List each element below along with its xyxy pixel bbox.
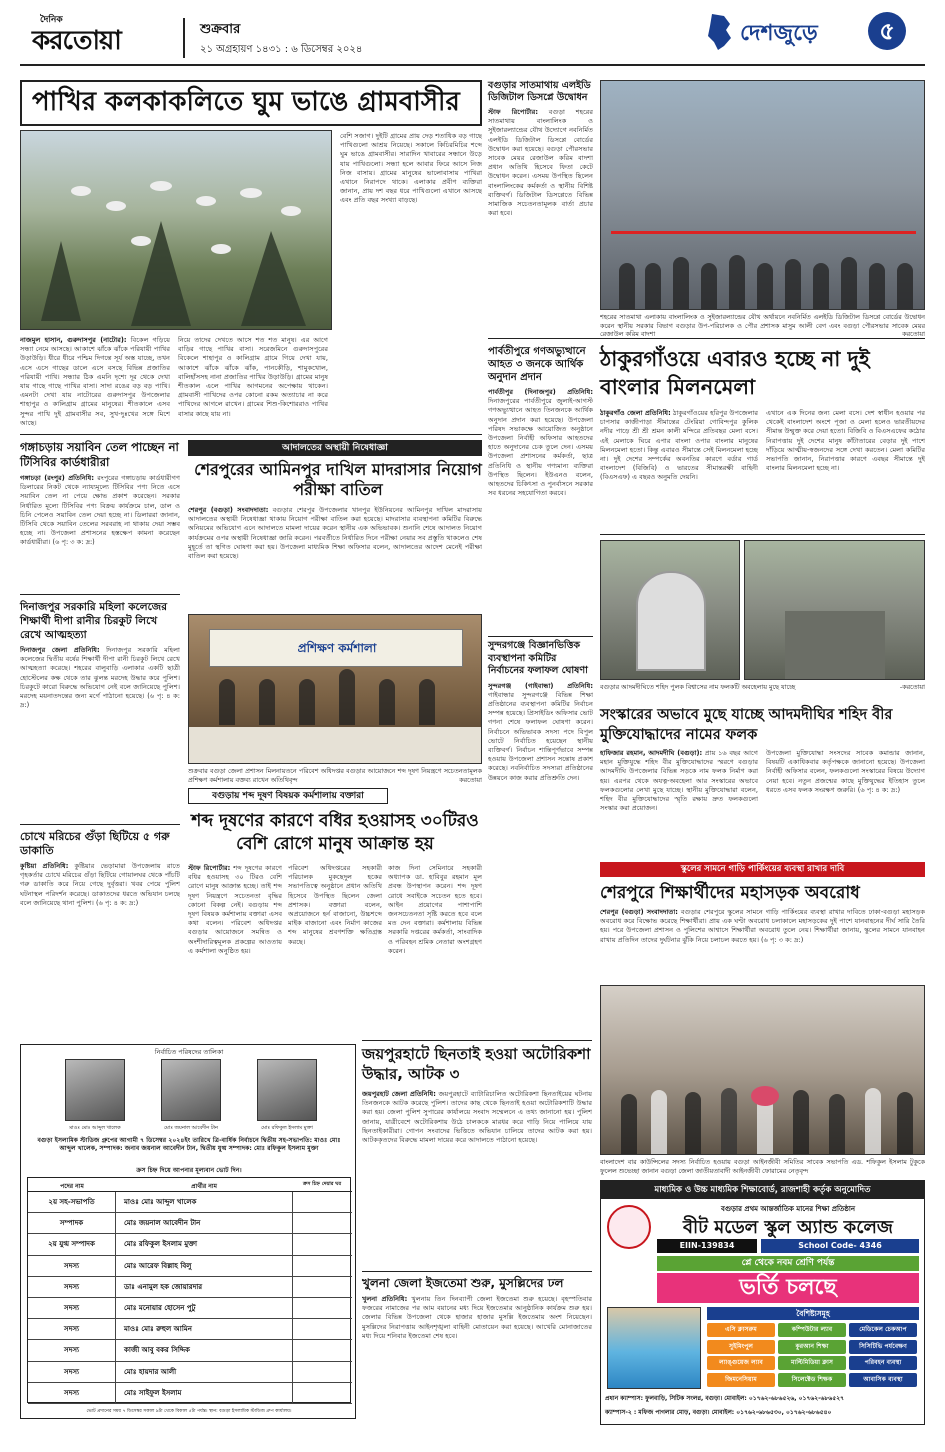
parbatipur-title: পার্বতীপুরে গণঅভ্যুত্থানে আহত ৩ জনকে আর্থিক অনুদান প্রদান (488, 346, 586, 383)
rule-khulna (362, 1271, 592, 1272)
khulna-byline: খুলনা প্রতিনিধি: (362, 1295, 408, 1303)
chili-body (20, 862, 180, 1012)
workshop-table (189, 727, 482, 764)
rule-lead (20, 434, 482, 435)
lead-col1-body: বিকেল গড়িয়ে সন্ধ্যা নেমে আসছে। আকাশে ঝাঁকে ঝাঁকে পরিযায়ী পাখির উড়াউড়ি। ধীরে ধীরে পশ্চিম দিগন্তে সূর্য অস্ত যাচ্ছে, তখন এসে এসে গাছের ডালে এসে বসছে বিভিন্ন প্রজাতির পরিযায়ী পাখি। সন্ধ্যার ঠিক এমনি দৃশ্যে দূর থেকে দেখা যায় গাছে গাছে পাখির বাসা। সাদা রঙের বড় বড় পাখি। এমনটা দেখা যায় নাটোরের গুরুদাসপুর উপজেলার শাহাপুর ও কালিগ্রাম গ্রামের মানুষের। শীতকালে এসব সুন্দর পাখি দুই গ্রামবাসীর সব, সুখ-দুঃখের সঙ্গে মিশে আছে। (20, 336, 170, 427)
ballot-name: মাওঃ মোঃ রুহুল আমিন (124, 1325, 192, 1334)
ballot-mark-box[interactable] (292, 1213, 352, 1233)
lead-story (20, 80, 482, 430)
ad-features (707, 1323, 919, 1389)
ad-feature-item: কম্পিউটার ল্যাব (778, 1323, 846, 1337)
ballot-post: ২য় যুগ্ম সম্পাদক (28, 1234, 116, 1254)
ballot-post: সদস্য (28, 1319, 116, 1339)
rule-dinajpur (20, 824, 180, 825)
dinajpur-story (20, 600, 180, 820)
candidate-photo-1 (65, 1059, 125, 1121)
joypurhat-body (362, 1090, 592, 1240)
ad-campus2: ক্যাম্পাস-২ : মফিজ পাগলার মোড়, বগুড়া। মোবাইল: ০১৭৬২-৬৮৬৫৩০, ০১৭৬২-৬৮৬৫৪০ (605, 1409, 832, 1416)
ballot-mark-box[interactable] (292, 1298, 352, 1318)
date-label: ২১ অগ্রহায়ণ ১৪৩১ : ৬ ডিসেম্বর ২০২৪ (200, 44, 363, 55)
melon-col1-body: ঠাকুরগাঁওয়ের হরিপুর উপজেলার চাপসার কাজীপাড়া সীমান্তের টেংরিয়া গোবিন্দপুর কুলিক নদীর পাড়ে শ্রী শ্রী শ্রমন কালী মন্দিরে প্রতিবছর মেলা বসে। এই মেলাকে ঘিরে এপার বাংলা ওপার বাংলার মানুষের মিলনমেলা হতো। কিন্তু এবারও সীমান্তে সেই মিলনমেলা হচ্ছে না। দুই দেশের সম্পর্কের অবনতির কারণে বর্ডার গার্ড বাংলাদেশ (বিজিবি) ও ভারতের সীমান্তরক্ষী বাহিনী (বিএসএফ) এ বছরও অনুমতি দেয়নি। (600, 409, 758, 482)
gangachara-story (20, 440, 180, 590)
adamdighi-col1-body: প্রায় ১৬ বছর আগে মহান মুক্তিযুদ্ধে শহিদ বীর মুক্তিযোদ্ধাদের স্মরণে বগুড়ার আদমদীঘি উপজেলার বিভিন্ন সড়কে নাম ফলক নির্মাণ করা হয়। এরপর থেকে অযত্ন-অবহেলা আর সংস্কারের অভাবে ফলকগুলোর লেখা মুছে যাচ্ছে। স্থানীয় মুক্তিযোদ্ধারা বলেন, শহিদ বীর মুক্তিযোদ্ধাদের স্মৃতি রক্ষায় দ্রুত ফলকগুলো সংস্কার করা প্রয়োজন। (600, 749, 758, 813)
ballot-name: ডাঃ এনামুল হক জোয়ারদার (124, 1282, 203, 1291)
ballot-head (28, 1178, 352, 1192)
parbatipur-story (488, 345, 593, 635)
ballot-name: মোঃ মনোয়ার হোসেন পুটু (124, 1304, 196, 1312)
workshop-banner-text: প্রশিক্ষণ কর্মশালা (297, 641, 377, 655)
dinajpur-title: দিনাজপুর সরকারি মহিলা কলেজের শিক্ষার্থী দীপা রানীর চিরকুট লিখে রেখে আত্মহত্যা (20, 601, 167, 641)
dinajpur-credit: (৬ পৃ: ৪ ক: দ্র:) (20, 692, 180, 710)
memorial-caption (600, 683, 925, 701)
madrasa-byline: শেরপুর (বগুড়া) সংবাদদাতা: (188, 506, 269, 514)
chili-byline: কুষ্টিয়া প্রতিনিধি: (20, 862, 69, 870)
bar-photo (600, 985, 925, 1155)
ballot-post: সদস্য (28, 1340, 116, 1360)
ballot-mark-box[interactable] (292, 1383, 352, 1403)
ribbon-credit: করতোয়া (902, 330, 925, 337)
bar-caption: বাংলাদেশ বার কাউন্সিলের সদস্য নির্বাচিত হওয়ায় বগুড়া আইনজীবী সমিতির সাবেক সভাপতি এড. শফিকুল ইসলাম টুকুকে ফুলেল শুভেচ্ছা জানান বগুড়া জেলা জাতীয়তাবাদী আইনজীবী ফোরামের নেতৃবৃন্দ (600, 1158, 925, 1175)
dinajpur-byline: দিনাজপুর জেলা প্রতিনিধি: (20, 646, 100, 654)
ad-feature-item: সুইমিংপুল (707, 1340, 775, 1354)
ad-feature-item: মেডিকেল চেকআপ (849, 1323, 917, 1337)
sundarganj-title: সুন্দরগঞ্জে বিজ্ঞানভিত্তিক ব্যবস্থাপনা কমিটির নির্বাচনের ফলাফল ঘোষণা (488, 640, 588, 676)
parbatipur-byline: পার্বতীপুর (দিনাজপুর) প্রতিনিধি: (488, 388, 593, 396)
gangachara-byline: গঙ্গাচড়া (রংপুর) প্রতিনিধি: (20, 474, 95, 482)
ballot-mark-box[interactable] (292, 1362, 352, 1382)
ballot-name: মাওঃ মোঃ আব্দুল খালেক (124, 1198, 197, 1206)
adamdighi-col2 (766, 749, 925, 853)
dinajpur-body-text: দিনাজপুর সরকারি মহিলা কলেজের দ্বিতীয় বর্ষের শিক্ষার্থী দীপা রানী চিরকুট লিখে রেখে আত্মহত্যা করেছে। শহরের বালুবাড়ি এলাকার একটি ছাত্রী হোস্টেলের কক্ষ থেকে তার ঝুলন্ত মরদেহ উদ্ধার করে পুলিশ। চিরকুটে কারো বিরুদ্ধে অভিযোগ নেই বলে জানিয়েছে পুলিশ। মরদেহ ময়নাতদন্তের জন্য মর্গে পাঠানো হয়েছে। (20, 646, 180, 701)
sherpur-body-text: বগুড়ার শেরপুরে স্কুলের সামনে গাড়ি পার্কিংয়ের ব্যবস্থা রাখার দাবিতে ঢাকা-বগুড়া মহাসড়ক অবরোধ করে বিক্ষোভ করেছে শিক্ষার্থীরা। প্রায় এক ঘণ্টা অবরোধ চলাকালে মহাসড়কের দুই পাশে যানবাহনের দীর্ঘ সারি তৈরি হয়। পরে উপজেলা প্রশাসন ও পুলিশের আশ্বাসে শিক্ষার্থীরা অবরোধ তুলে নেয়। শিক্ষার্থীরা জানায়, স্কুলের সামনে যানবাহন রাখায় প্রতিদিন তাদের দুর্ঘটনার ঝুঁকি নিয়ে চলাচল করতে হয়। (600, 908, 925, 944)
melon-byline: ঠাকুরগাঁও জেলা প্রতিনিধি: (600, 409, 671, 417)
madrasa-body (188, 506, 482, 608)
noise-story (188, 788, 482, 1038)
ad-eiin: EIIN-139834 (657, 1239, 757, 1253)
election-footer: ভোট প্রদানের সময় ৭ ডিসেম্বর সকাল ৯টা থেকে বিকাল ৫টা পর্যন্ত। স্থান: বগুড়া ইসলামিক স্টাডিজ গ্রুপ কার্যালয়। (86, 1409, 292, 1414)
sherpur-kicker: স্কুলের সামনে গাড়ি পার্কিংয়ের ব্যবস্থা রাখার দাবি (600, 862, 925, 877)
melon-title: ঠাকুরগাঁওয়ে এবারও হচ্ছে না দুই বাংলার মিলনমেলা (600, 347, 870, 399)
khulna-body-text: খুলনায় তিন দিনব্যাপী জেলা ইজতেমা শুরু হয়েছে। বৃহস্পতিবার ফজরের নামাজের পর আম বয়ানের মধ্য দিয়ে ইজতেমার আনুষ্ঠানিক কার্যক্রম শুরু হয়। জেলার বিভিন্ন উপজেলা থেকে হাজার হাজার মুসল্লি ইজতেমায় অংশ নিয়েছেন। মুসল্লিদের নিরাপত্তায় আইনশৃঙ্খলা বাহিনী মোতায়েন করা হয়েছে। আখেরি মোনাজাতের মধ্য দিয়ে শনিবার ইজতেমা শেষ হবে। (362, 1295, 592, 1340)
lead-col2: নিয়ে তাদের দেখতে আসে শত শত মানুষ। এর আগে বাড়ির গাছে পাখির বাসা। সরেজমিনে গুরুদাসপুরের বিকেলে শাহাপুর ও কালিগ্রাম গ্রামে গিয়ে দেখা যায়, আকাশে ঝাঁকে ঝাঁকে ঝাঁক, পানকৌড়ি, শামুকখোল, বালিহাঁসসহ নানা প্রজাতির পাখির উড়াউড়ি। গ্রামের মানুষ শীতকাল এলে পাখির আগমনের অপেক্ষায় থাকেন। গ্রামবাসী পাখিদের ওপর কোনো রকম অত্যাচার না করে পাখিদের আগলে রাখেন। গ্রামের শিশু-কিশোররাও পাখির বাসার কাছে যায় না। (178, 336, 328, 418)
melon-col1 (600, 409, 758, 529)
adamdighi-credit2: (৬ পৃ: ৪ ক: দ্র:) (857, 785, 901, 794)
section-title: দেশজুড়ে (740, 20, 818, 46)
workshop-credit: করতোয়া (459, 775, 482, 784)
col-post: পদের নাম (60, 1183, 84, 1190)
rule-sundarganj (488, 636, 593, 637)
sundarganj-story (488, 640, 593, 940)
sherpur-byline: শেরপুর (বগুড়া) সংবাদদাতা: (600, 908, 678, 916)
ad-features-title: বৈশিষ্ট্যসমূহ (707, 1307, 919, 1320)
candidate-name-2: মোঃ জয়নাল আবেদীন টান (163, 1125, 219, 1131)
gangachara-body (20, 474, 180, 582)
ballot-post: ২য় সহ-সভাপতি (28, 1192, 116, 1212)
adamdighi-title: সংস্কারের অভাবে মুছে যাচ্ছে আদমদীঘির শহিদ বীর মুক্তিযোদ্ধাদের নামের ফলক (600, 707, 893, 743)
adamdighi-col1 (600, 749, 758, 853)
sundarganj-body (488, 682, 593, 912)
ad-sub: বগুড়ার প্রথম আন্তর্জাতিক মানের শিক্ষা প্রতিষ্ঠান (720, 1205, 856, 1213)
sundarganj-body-text: গাইবান্ধার সুন্দরগঞ্জে বিভিন্ন শিক্ষা প্রতিষ্ঠানের ব্যবস্থাপনা কমিটির নির্বাচন সম্পন্ন হয়েছে। প্রিসাইডিং অফিসার ভোট গণনা শেষে ফলাফল ঘোষণা করেন। নির্বাচনে অভিভাবক সদস্য পদে বিপুল ভোটে নির্বাচিত হয়েছেন স্থানীয় ব্যক্তিবর্গ। নির্বাচন শান্তিপূর্ণভাবে সম্পন্ন হওয়ায় উপজেলা প্রশাসন সন্তোষ প্রকাশ করেছে। নবনির্বাচিত সদস্যরা প্রতিষ্ঠানের উন্নয়নে কাজ করার প্রতিশ্রুতি দেন। (488, 690, 593, 782)
workshop-photo (188, 614, 482, 764)
ballot-name: মোঃ আরেফ বিল্লাহ বিলু (124, 1261, 192, 1270)
election-notice (20, 1044, 356, 1419)
lead-col1 (20, 336, 170, 430)
gangachara-credit: (৬ পৃ: ৩ ক: দ্র:) (52, 538, 95, 547)
joypurhat-body-text: জয়পুরহাটে ব্যাটারিচালিত অটোরিকশা ছিনতাইয়ের ঘটনায় তিনজনকে আটক করেছে পুলিশ। তাদের কাছ থেকে ছিনতাই হওয়া অটোরিকশাটি উদ্ধার করা হয়। জেলা পুলিশ সুপারের কার্যালয়ে সংবাদ সম্মেলনে এ তথ্য জানানো হয়। পুলিশ জানায়, যাত্রীবেশে অটোরিকশায় উঠে চালককে মারধর করে গাড়ি নিয়ে পালিয়ে যায় ছিনতাইকারীরা। গোপন সংবাদের ভিত্তিতে অভিযান চালিয়ে তাদের আটক করা হয়। আটককৃতদের বিরুদ্ধে মামলা দায়ের করে আদালতে পাঠানো হয়েছে। (362, 1090, 592, 1145)
ad-admission: ভর্তি চলছে (657, 1273, 919, 1303)
ad-code: School Code- 4346 (761, 1239, 919, 1253)
section-banner (700, 10, 915, 54)
ballot-row (28, 1192, 352, 1213)
parbatipur-body (488, 388, 593, 608)
col-mark: ক্রস চিহ্ন দেয়ার ঘর (302, 1181, 342, 1187)
ad-top: মাধ্যমিক ও উচ্চ মাধ্যমিক শিক্ষাবোর্ড, রাজশাহী কর্তৃক অনুমোদিত (601, 1181, 924, 1199)
melon-col2: এখানে এক দিনের জন্য মেলা বসে। দেশ স্বাধীন হওয়ার পর থেকেই বাংলাদেশ অংশে পূজা ও মেলা হলেও ভারতীয়দের সীমান্ত উন্মুক্ত করে দেয়া হতো। বিজিবি ও বিএসএফের কঠোর নিরাপত্তায় দুই দেশের মানুষ কাঁটাতারের বেড়ার দুই পাশে দাঁড়িয়ে আত্মীয়-স্বজনদের সঙ্গে দেখা করতেন। মেলা কমিটির সভাপতি জানান, নিরাপত্তার কারণে এবছর সীমান্তে দুই বাংলার মিলনমেলা হচ্ছে না। (766, 409, 925, 473)
lead-byline: নাজমুল হাসান, গুরুদাসপুর (নাটোর): (20, 336, 127, 344)
logo: করতোয়া (32, 26, 121, 56)
ribbon-caption (600, 313, 925, 337)
bangladesh-map-icon (704, 12, 734, 52)
ad-feature-item: সিসিটিভি পর্যবেক্ষণ (849, 1340, 917, 1354)
logo-small: দৈনিক (40, 15, 63, 25)
joypurhat-story (362, 1044, 592, 1269)
day-label: শুক্রবার (200, 22, 241, 37)
rule-display (488, 338, 925, 339)
memorial-plaque (636, 571, 706, 671)
chili-title: চোখে মরিচের গুঁড়া ছিটিয়ে ৫ গরু ডাকাতি (20, 830, 170, 857)
display-title: বগুড়ার সাতমাথায় এলইডি ডিজিটাল ডিসপ্লে উদ্বোধন (488, 80, 591, 103)
sherpur-title: শেরপুরে শিক্ষার্থীদের মহাসড়ক অবরোধ (600, 883, 860, 903)
ballot-row (28, 1362, 352, 1383)
ballot-mark-box[interactable] (292, 1256, 352, 1276)
joypurhat-byline: জয়পুরহাট জেলা প্রতিনিধি: (362, 1090, 436, 1098)
ballot-row (28, 1340, 352, 1361)
road-photo (744, 540, 925, 680)
ballot-name: কাজী আবু বকর সিদ্দিক (124, 1346, 190, 1355)
adamdighi-byline: হাফিজার রহমান, আদমদীঘি (বগুড়া): (600, 749, 703, 757)
ballot-mark-box[interactable] (292, 1192, 352, 1212)
election-header: নির্বাচিত পরিষদের তালিকা (154, 1048, 224, 1056)
ballot-row (28, 1319, 352, 1340)
display-body (488, 108, 593, 308)
lead-col3: বেশি সজাগ। দুইটি গ্রামের প্রায় দেড় শতাধিক বড় গাছে পাখিগুলো আশ্রয় নিয়েছে। সকালে কিচিরমিচির শব্দে ঘুম ভাঙে গ্রামবাসীর। সারাদিন খাবারের সন্ধানে উড়ে যায় পাখিগুলো। সন্ধ্যা হলে আবার ফিরে আসে নিজ নিজ বাসায়। গ্রামের মানুষের ভালোবাসায় পাখিরা এখানে নিরাপদে থাকে। এলাকার প্রবীণ ব্যক্তিরা জানান, প্রায় দশ বছর ধরে পাখিগুলো এখানে আসছে এবং প্রতি বছর সংখ্যা বাড়ছে। (340, 132, 482, 205)
madrasa-kicker: আদালতের অস্থায়ী নিষেধাজ্ঞা (188, 440, 482, 456)
ribbon-cutting-photo (600, 80, 925, 310)
ad-feature-item: সিলেক্টেড শিক্ষক (778, 1373, 846, 1387)
ballot-row (28, 1234, 352, 1255)
workshop-banner (209, 629, 463, 667)
ballot-mark-box[interactable] (292, 1277, 352, 1297)
school-ad (600, 1180, 925, 1425)
ballot-post: সদস্য (28, 1277, 116, 1297)
memorial-credit: -করতোয়া (899, 683, 925, 691)
ballot-row (28, 1277, 352, 1298)
road-surface (785, 611, 885, 680)
display-byline: স্টাফ রিপোর্টার: (488, 108, 539, 116)
lead-title-box (20, 80, 482, 126)
gangachara-body-text: রংপুরের গঙ্গাচড়ায় কার্ডধারীগণ ডিলারের নিকট থেকে ন্যায্যমূল্যে টিসিবির পণ্য নিতে এসে সয়াবিন তেল না পেয়ে ক্ষোভ প্রকাশ করেছেন। সরকার নির্ধারিত মূল্যে টিসিবির পণ্য বিক্রয় কার্যক্রমে চাল, ডাল ও চিনি পেলেও সয়াবিন তেল দেয়া হচ্ছে না। ডিলাররা জানান, টিসিবি থেকে সয়াবিন তেলের সরবরাহ না থাকায় দেয়া সম্ভব হচ্ছে না। উপজেলা প্রশাসনের হস্তক্ষেপ কামনা করেছেন কার্ডধারীরা। (20, 474, 180, 547)
ballot-post: সদস্য (28, 1256, 116, 1276)
ad-feature-item: ল্যাঙ্গুয়েজ ল্যাব (707, 1356, 775, 1370)
col-name: প্রার্থীর নাম (191, 1183, 217, 1190)
lead-title: পাখির কলকাকলিতে ঘুম ভাঙে গ্রামবাসীর (32, 87, 460, 117)
ballot-post: সদস্য (28, 1362, 116, 1382)
khulna-story (362, 1275, 592, 1425)
rule-gangachara (20, 594, 180, 595)
ballot-post: সম্পাদক (28, 1213, 116, 1233)
gangachara-title: গঙ্গাচড়ায় সয়াবিন তেল পাচ্ছেন না টিসিবির কার্ডধারীরা (20, 440, 179, 469)
madrasa-title: শেরপুরের আমিনপুর দাখিল মাদরাসার নিয়োগ পরীক্ষা বাতিল (194, 460, 482, 499)
memorial-photo (600, 540, 740, 680)
khulna-body (362, 1295, 592, 1417)
candidate-photo-3 (257, 1059, 317, 1121)
parbatipur-body-text: দিনাজপুরের পার্বতীপুরে জুলাই-আগস্ট গণঅভ্যুত্থানে আহত তিনজনকে আর্থিক অনুদান প্রদান করা হয়েছে। উপজেলা পরিষদ সভাকক্ষে আয়োজিত অনুষ্ঠানে উপজেলা নির্বাহী অফিসার আহতদের হাতে অনুদানের চেক তুলে দেন। এসময় উপজেলা প্রশাসনের কর্মকর্তা, ছাত্র প্রতিনিধি ও স্থানীয় গণ্যমান্য ব্যক্তিরা উপস্থিত ছিলেন। ইউএনও বলেন, আহতদের চিকিৎসা ও পুনর্বাসনে সরকার সব ধরনের সহযোগিতা করবে। (488, 397, 593, 498)
noise-col1 (188, 864, 282, 1036)
candidate-name-1: মাওঃ মোঃ আব্দুল খালেক (69, 1125, 121, 1131)
ballot-mark-box[interactable] (292, 1319, 352, 1339)
ad-feature-item: এসি ক্লাসরুম (707, 1323, 775, 1337)
ballot-row (28, 1213, 352, 1234)
candidate-name-3: মোঃ রফিকুল ইসলাম মুক্তা (261, 1125, 313, 1131)
noise-col2: পরিবেশ অধিদপ্তরের সহকারী পরিচালক মুকছেদুল হকের সভাপতিত্বে অনুষ্ঠানে প্রধান অতিথি হিসেবে উপস্থিত ছিলেন জেলা প্রশাসক। বক্তারা বলেন, অপ্রয়োজনে হর্ন বাজানো, উচ্চশব্দে মাইক বাজানো এবং নির্মাণ কাজের শব্দ মানুষের শ্রবণশক্তি ক্ষতিগ্রস্ত করছে। (288, 864, 382, 946)
ad-campus1: প্রধান ক্যাম্পাস: ফুলবাড়ি, সিটিক সংলগ্ন, বগুড়া। মোবাইল: ০১৭৬২-৬৮৬৫২৬, ০১৭৬২-৬৮৬৫২৭ (605, 1395, 845, 1402)
candidate-photo-2 (161, 1059, 221, 1121)
ad-feature-item: মাল্টিমিডিয়া ক্লাস (778, 1356, 846, 1370)
ballot-post: সদস্য (28, 1298, 116, 1318)
ballot-row (28, 1383, 352, 1404)
ribbon-caption-text: শহরের সাতমাথা এলাকায় বাংলালিংক ও সুইজারল্যান্ডের যৌথ অর্থায়নে নবনির্মিত এলইডি ডিজিটাল ডিসপ্লে বোর্ডের উদ্বোধন করেন স্থানীয় সরকার বিভাগ বগুড়ার উপ-পরিচালক ও পৌর প্রশাসক মাসুম আলী বেগ এবং বগুড়া পৌরসভার সাবেক মেয়র রেজাউল করিম বাদশা (600, 313, 925, 337)
noise-kicker: বগুড়ায় শব্দ দূষণ বিষয়ক কর্মশালায় বক্তারা (188, 788, 388, 804)
ballot-rows (28, 1192, 352, 1404)
ad-feature-item: জিমনেসিয়াম (707, 1373, 775, 1387)
memorial-caption-text: বগুড়ার আদমদীঘিতে শহিদ পুলক বিশ্বাসের নাম ফলকটি অবহেলায় মুছে যাচ্ছে (600, 683, 796, 691)
ad-pool-photo (607, 1307, 701, 1389)
noise-col1-body: শব্দ দূষণের কারণে বধির হওয়াসহ ৩০ টিরও বেশি রোগে মানুষ আক্রান্ত হচ্ছে। তাই শব্দ দূষণ নিয়ন্ত্রণে সচেতনতা বৃদ্ধির কোনো বিকল্প নেই। বগুড়ায় শব্দ দূষণ বিষয়ক কর্মশালায় বক্তারা এসব কথা বলেন। পরিবেশ অধিদপ্তর বগুড়ার আয়োজনে সমন্বিত ও অংশীদারিত্বমূলক প্রকল্পের আওতায় এ কর্মশালা অনুষ্ঠিত হয়। (188, 864, 282, 955)
ad-logo (607, 1205, 651, 1249)
noise-title: শব্দ দূষণের কারণে বধির হওয়াসহ ৩০টিরও বেশি রোগে মানুষ আক্রান্ত হয় (191, 811, 479, 854)
page-number: ৫ (868, 12, 906, 50)
display-body-text: বগুড়া শহরের সাতমাথায় বাংলালিংক ও সুইজারল্যান্ডের যৌথ উদ্যোগে নবনির্মিত এলইডি ডিজিটাল ডিসপ্লে বোর্ডের উদ্বোধন করা হয়েছে। বগুড়া পৌরসভার সাবেক মেয়র রেজাউল করিম বাদশা প্রধান অতিথি হিসেবে ফিতা কেটে উদ্বোধন করেন। এসময় উপস্থিত ছিলেন বাংলালিংকের কর্মকর্তা ও স্থানীয় বিশিষ্ট ব্যক্তিবর্গ। ডিজিটাল ডিসপ্লেতে বিভিন্ন সামাজিক সচেতনতামূলক বার্তা প্রচার করা হবে। (488, 108, 593, 218)
ballot-post: সদস্য (28, 1383, 116, 1403)
dinajpur-body (20, 646, 180, 786)
sundarganj-byline: সুন্দরগঞ্জ (গাইবান্ধা) প্রতিনিধি: (488, 681, 593, 690)
ballot-name: মোঃ সাইফুল ইসলাম (124, 1388, 182, 1397)
ad-name: বীট মডেল স্কুল অ্যান্ড কলেজ (682, 1217, 894, 1238)
ballot-row (28, 1298, 352, 1319)
noise-byline: স্টাফ রিপোর্টার: (188, 864, 231, 872)
khulna-title: খুলনা জেলা ইজতেমা শুরু, মুসল্লিদের ঢল (362, 1276, 564, 1290)
flower-bouquet (751, 1086, 779, 1106)
display-story (488, 80, 593, 330)
ad-classes: প্লে থেকে নবম শ্রেণি পর্যন্ত (657, 1256, 919, 1271)
birds-photo (20, 130, 332, 330)
election-text: বগুড়া ইসলামিক স্টাডিজ গ্রুপের আগামী ৭ ডিসেম্বর ২০২৪ইং তারিখে ত্রি-বার্ষিক নির্বাচনে দ্বিতীয় সহ-সভাপতি: মাওঃ মোঃ আব্দুল খালেক, সম্পাদক: জনাব জয়নাল আবেদীন টান, দ্বিতীয় যুগ্ম সম্পাদক: মোঃ রফিকুল ইসলাম মুক্তা (37, 1137, 341, 1152)
vote-note: ক্রস চিহ্ন দিয়ে আপনার মূল্যবান ভোট দিন। (136, 1167, 242, 1174)
ribbon (611, 231, 916, 234)
joypurhat-title: জয়পুরহাটে ছিনতাই হওয়া অটোরিকশা উদ্ধার, আটক ৩ (362, 1045, 591, 1083)
chili-body-text: কুষ্টিয়ার ভেড়ামারা উপজেলায় রাতে গৃহকর্তার চোখে মরিচের গুঁড়া ছিটিয়ে গোয়ালঘর থেকে পাঁচটি গরু ডাকাতি করে নিয়ে গেছে দুর্বৃত্তরা। খবর পেয়ে পুলিশ ঘটনাস্থল পরিদর্শন করেছে। ডাকাতদের ধরতে অভিযান চলছে বলে জানিয়েছে থানা পুলিশ। (20, 862, 180, 907)
ad-feature-item: আবাসিক ব্যবস্থা (849, 1373, 917, 1387)
ballot-mark-box[interactable] (292, 1340, 352, 1360)
rule-melon (600, 534, 925, 535)
birds-illustration (21, 131, 332, 330)
adamdighi-col2-body: উপজেলা মুক্তিযোদ্ধা সংসদের সাবেক কমান্ডার জানান, বিষয়টি একাধিকবার কর্তৃপক্ষকে জানানো হয়েছে। উপজেলা নির্বাহী অফিসার বলেন, ফলকগুলো সংস্কারের বিষয়ে উদ্যোগ নেয়া হবে। নতুন প্রজন্মের কাছে মুক্তিযুদ্ধের ইতিহাস তুলে ধরতে এসব ফলক সংরক্ষণ জরুরি। (766, 749, 925, 794)
ballot-table (27, 1177, 351, 1403)
rule-joypurhat (362, 1040, 592, 1041)
ballot-name: মোঃ রফিকুল ইসলাম মুক্তা (124, 1240, 197, 1249)
ad-feature-item: পরিবহন ব্যবস্থা (849, 1356, 917, 1370)
ad-feature-item: কুরআন শিক্ষা (778, 1340, 846, 1354)
masthead (0, 0, 945, 70)
chili-story (20, 830, 180, 1040)
melon-story (600, 345, 925, 530)
masthead-divider (183, 18, 185, 58)
chili-credit: (৬ পৃ: ৪ ক: দ্র:) (96, 898, 139, 907)
masthead-rule (20, 64, 925, 66)
ballot-name: মোঃ হায়দার আলী (124, 1367, 177, 1376)
madrasa-body-text: বগুড়ার শেরপুর উপজেলার খানপুর ইউনিয়নের আমিনপুর দাখিল মাদরাসায় আদালতের অস্থায়ী নিষেধাজ্ঞা থাকায় নিয়োগ পরীক্ষা বাতিল করা হয়েছে। মাদরাসার ব্যবস্থাপনা কমিটির বিরুদ্ধে অনিয়মের অভিযোগ এনে আদালতে মামলা দায়ের করেন স্থানীয় এক অভিভাবক। শুনানি শেষে আদালত নিয়োগ কার্যক্রমের ওপর অস্থায়ী নিষেধাজ্ঞা জারি করেন। পরবর্তীতে নির্ধারিত দিনে পরীক্ষা নেয়ার সব প্রস্তুতি থাকলেও শেষ মুহূর্তে তা স্থগিত ঘোষণা করা হয়। উপজেলা মাধ্যমিক শিক্ষা অফিসার বলেন, আদালতের আদেশ মেনেই পরীক্ষা বাতিল করা হয়েছে। (188, 506, 482, 561)
workshop-caption (188, 767, 482, 785)
madrasa-story (188, 440, 482, 610)
sherpur-body (600, 908, 925, 982)
sherpur-credit: (৬ পৃ: ৩ ক: দ্র:) (761, 935, 804, 944)
workshop-caption-text: শুক্রবার বগুড়া জেলা প্রশাসন মিলনায়তনে পরিবেশ অধিদপ্তর বগুড়ার আয়োজনে শব্দ দূষণ নিয়ন্ত্রণে সচেতনতামূলক প্রশিক্ষণ কর্মশালায় বক্তব্য রাখেন অতিথিবৃন্দ (188, 767, 482, 784)
noise-col3: কাজ দিনা সেমিনারে সহকারী অধ্যাপক ডা. হাবিবুর রহমান মূল প্রবন্ধ উপস্থাপন করেন। শব্দ দূষণ রোধে সবাইকে সচেতন হতে হবে। আইন প্রয়োগের পাশাপাশি জনসচেতনতা সৃষ্টি করতে হবে বলে মত দেন বক্তারা। কর্মশালায় বিভিন্ন সরকারি দপ্তরের কর্মকর্তা, সাংবাদিক ও পরিবহন শ্রমিক নেতারা অংশগ্রহণ করেন। (388, 864, 482, 955)
ballot-row (28, 1256, 352, 1277)
ballot-name: মোঃ জয়নাল আবেদীন টান (124, 1219, 201, 1228)
adamdighi-story (600, 705, 925, 855)
ballot-mark-box[interactable] (292, 1234, 352, 1254)
